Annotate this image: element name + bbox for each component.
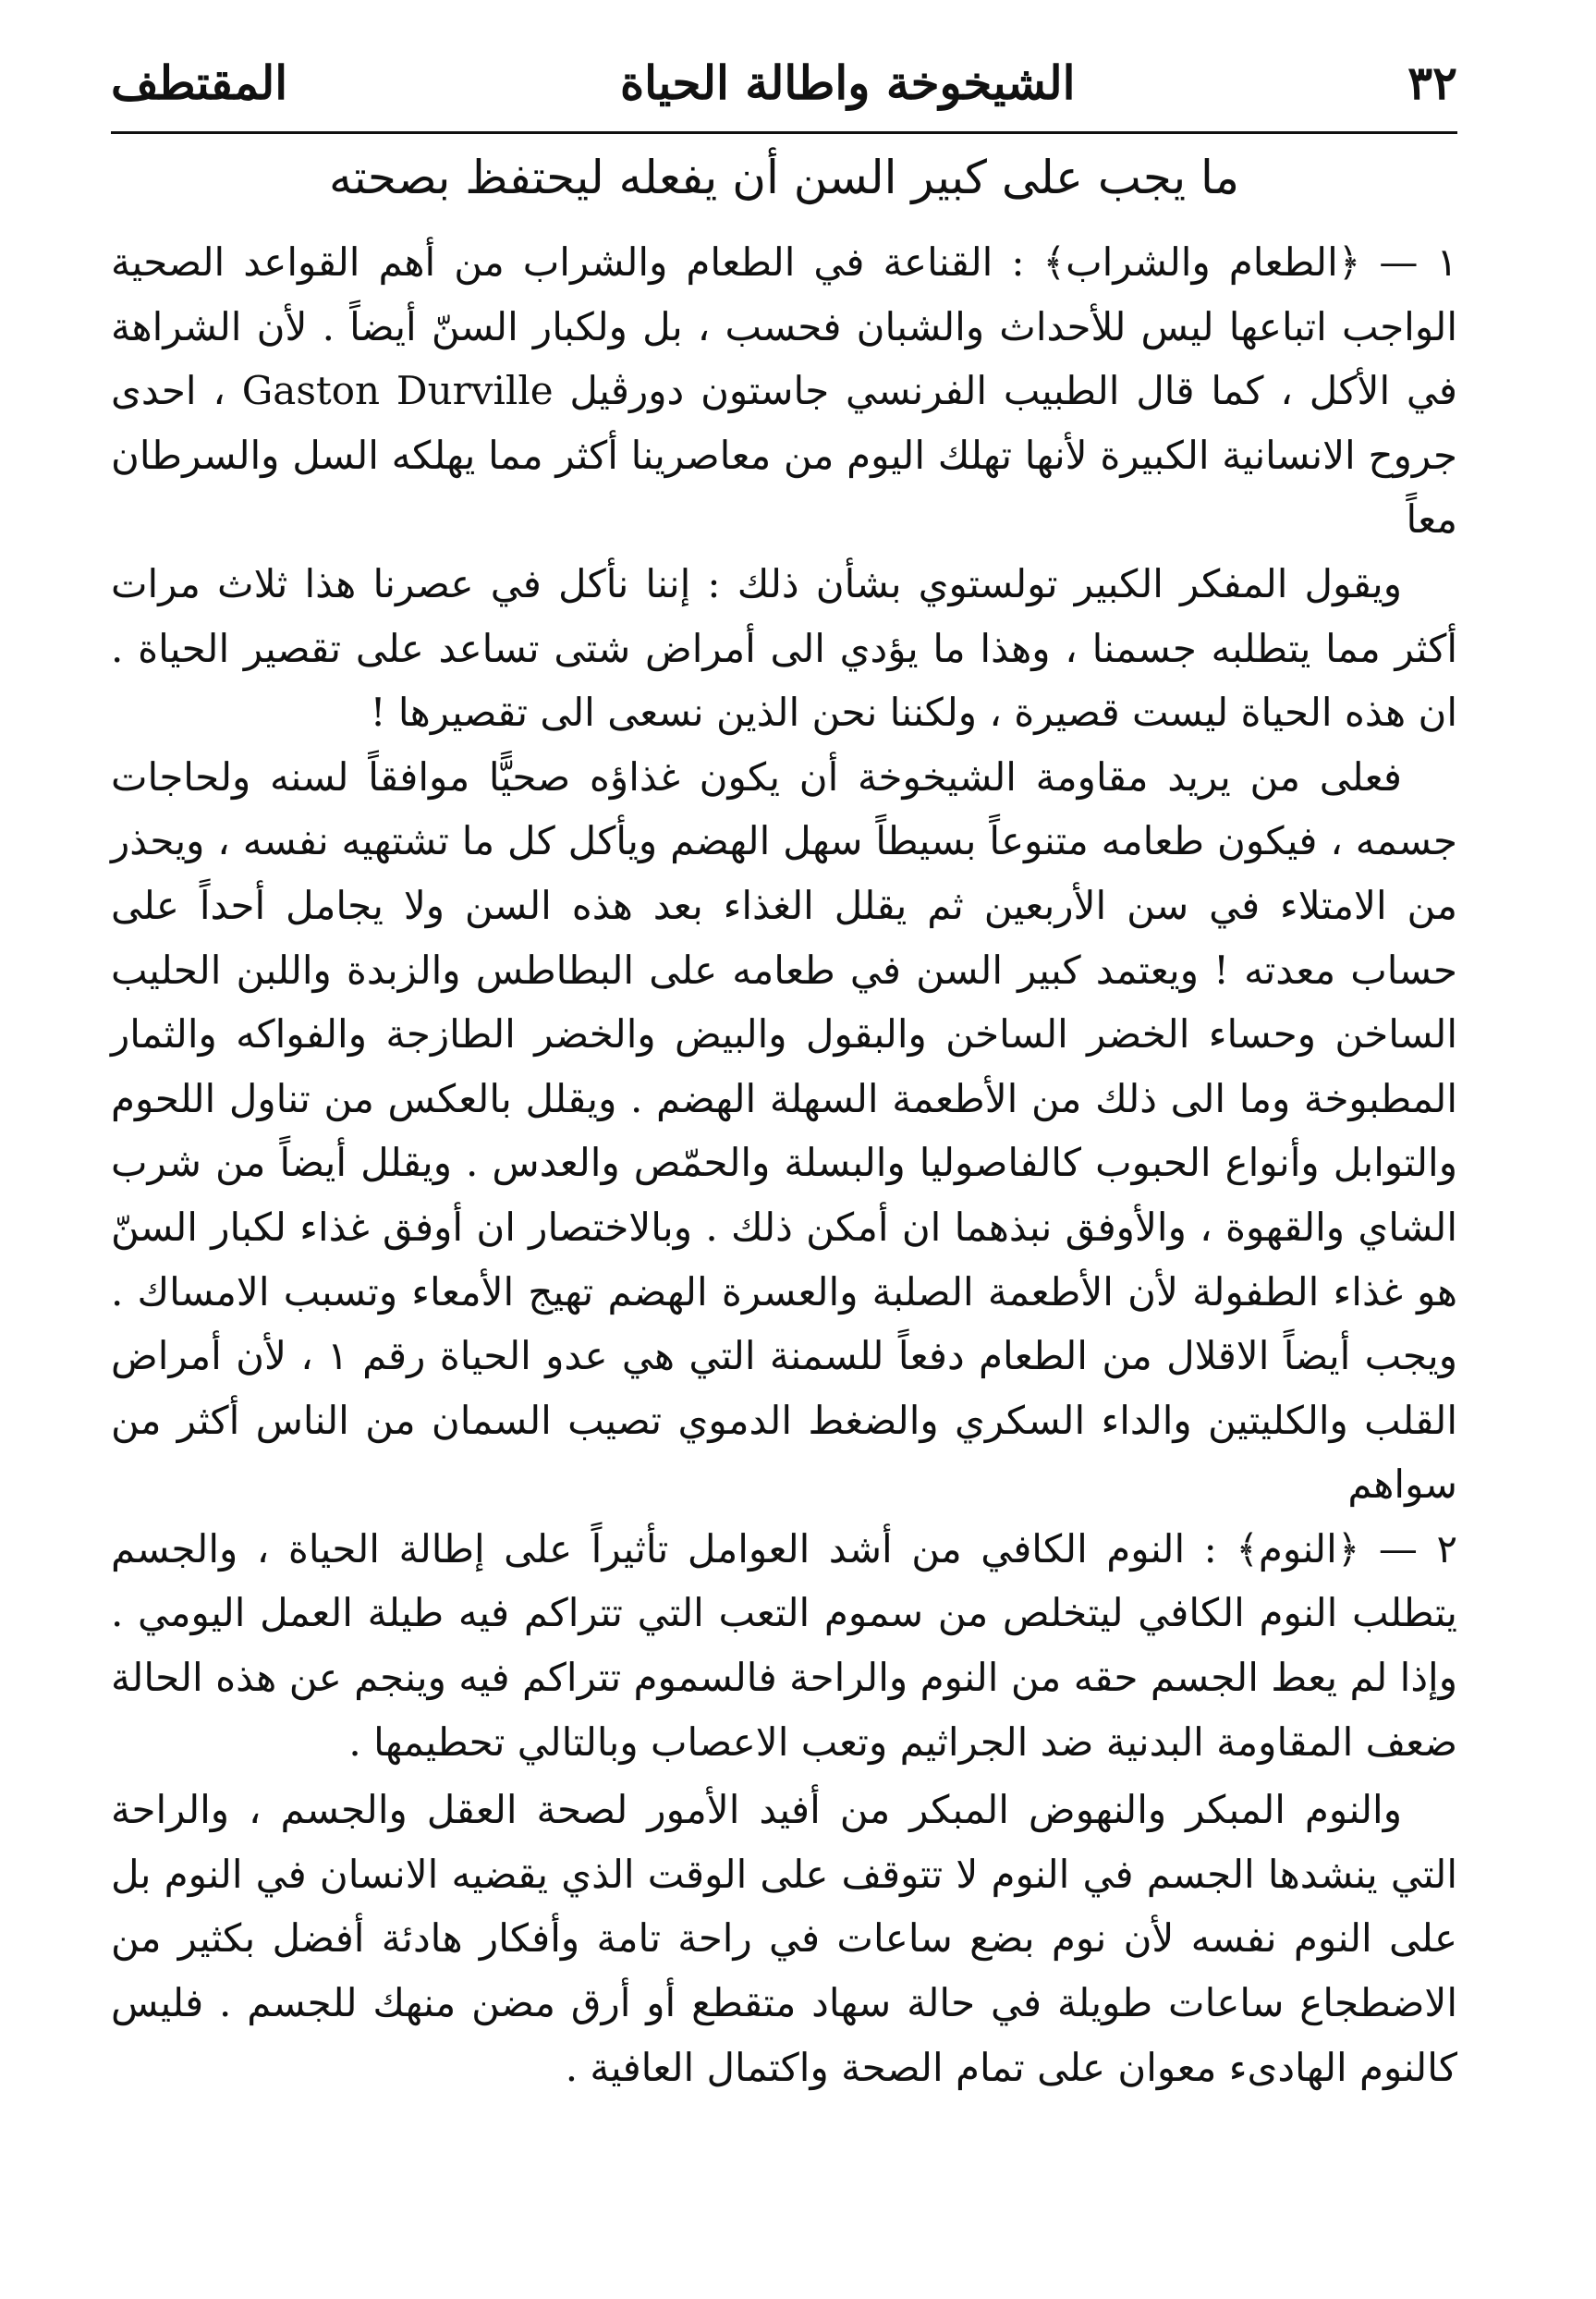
paragraph-tolstoy: ويقول المفكر الكبير تولستوي بشأن ذلك : إننا نأكل في عصرنا هذا ثلاث مرات أكثر مما يتطلبه جسمنا ، وهذا ما يؤدي الى أمراض شتى تساعد على تقصير الحياة . ان هذه الحياة ليست قصيرة ، ولكننا نحن الذين نسعى الى تقصيرها ! xyxy=(111,560,1457,736)
page-header xyxy=(111,46,1457,118)
paragraph-food: ١ — ﴿الطعام والشراب﴾ : القناعة في الطعام والشراب من أهم القواعد الصحية الواجب اتباعها ليس للأحداث والشبان فحسب ، بل ولكبار السنّ أيضاً . لأن الشراهة في الأكل ، كما قال الطبيب الفرنسي جاستون دورڤيل Gaston Durville ، احدى جروح الانسانية الكبيرة لأنها تهلك اليوم من معاصرينا أكثر مما يهلكه السل والسرطان معاً xyxy=(111,239,1458,543)
section-title: ما يجب على كبير السن أن يفعله ليحتفظ بصحته xyxy=(328,151,1240,204)
header-rule xyxy=(111,131,1457,134)
paragraph-diet: فعلى من يريد مقاومة الشيخوخة أن يكون غذاؤه صحيًّا موافقاً لسنه ولحاجات جسمه ، فيكون طعامه متنوعاً بسيطاً سهل الهضم ويأكل كل ما تشتهيه نفسه ، ويحذر من الامتلاء في سن الأربعين ثم يقلل الغذاء بعد هذه السن ولا يجامل أحداً على حساب معدته ! ويعتمد كبير السن في طعامه على البطاطس والزبدة واللبن الحليب الساخن وحساء الخضر الساخن والبقول والبيض والخضر الطازجة والفواكه والثمار المطبوخة وما الى ذلك من الأطعمة السهلة الهضم . ويقلل بالعكس من تناول اللحوم والتوابل وأنواع الحبوب كالفاصوليا والبسلة والحمّص والعدس . ويقلل أيضاً من شرب الشاي والقهوة ، والأوفق نبذهما ان أمكن ذلك . وبالاختصار ان أوفق غذاء لكبار السنّ هو غذاء الطفولة لأن الأطعمة الصلبة والعسرة الهضم تهيج الأمعاء وتسبب الامساك . ويجب أيضاً الاقلال من الطعام دفعاً للسمنة التي هي عدو الحياة رقم ١ ، لأن أمراض القلب والكليتين والداء السكري والضغط الدموي تصيب السمان من الناس أكثر من سواهم xyxy=(111,753,1457,1508)
journal-name: المقتطف xyxy=(111,55,288,110)
running-title: الشيخوخة واطالة الحياة xyxy=(619,55,1076,110)
paragraph-sleep: ٢ — ﴿النوم﴾ : النوم الكافي من أشد العوامل تأثيراً على إطالة الحياة ، والجسم يتطلب النوم الكافي ليتخلص من سموم التعب التي تتراكم فيه طيلة العمل اليومي . وإذا لم يعط الجسم حقه من النوم والراحة فالسموم تتراكم فيه وينجم عن هذه الحالة ضعف المقاومة البدنية ضد الجراثيم وتعب الاعصاب وبالتالي تحطيمها . xyxy=(111,1525,1457,1765)
page-number: ٣٢ xyxy=(1407,55,1457,110)
paragraph-early-sleep: والنوم المبكر والنهوض المبكر من أفيد الأمور لصحة العقل والجسم ، والراحة التي ينشدها الجسم في النوم لا تتوقف على الوقت الذي يقضيه الانسان في النوم بل على النوم نفسه لأن نوم بضع ساعات في راحة تامة وأفكار هادئة أفضل بكثير من الاضطجاع ساعات طويلة في حالة سهاد متقطع أو أرق مضن منهك للجسم . فليس كالنوم الهادىء معوان على تمام الصحة واكتمال العافية . xyxy=(111,1787,1457,2090)
